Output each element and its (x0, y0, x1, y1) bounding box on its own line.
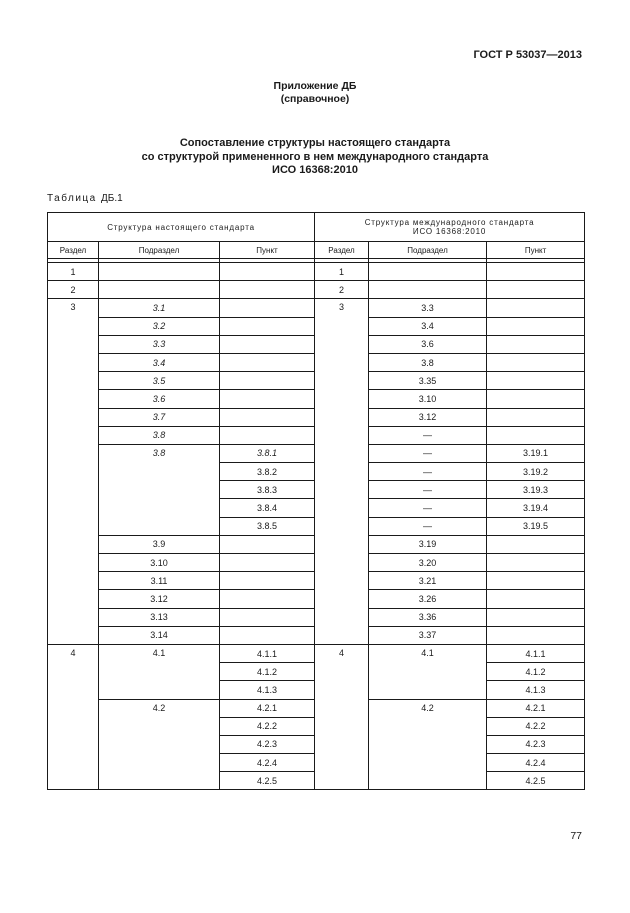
item-cell (220, 299, 315, 317)
subsection-cell: 3.21 (369, 572, 487, 590)
item-cell: 4.1.1 (487, 644, 585, 662)
item-cell: 3.19.2 (487, 463, 585, 481)
subsection-cell: 4.1 (369, 644, 487, 699)
item-cell (487, 263, 585, 281)
appendix-subtitle: (справочное) (280, 93, 350, 105)
section-cell: 3 (48, 299, 99, 645)
item-cell (220, 263, 315, 281)
item-cell (220, 626, 315, 644)
item-cell (487, 317, 585, 335)
subsection-cell (369, 281, 487, 299)
item-cell (487, 372, 585, 390)
item-cell (487, 608, 585, 626)
subsection-cell: 3.36 (369, 608, 487, 626)
section-cell: 1 (48, 263, 99, 281)
subsection-cell: 3.12 (99, 590, 220, 608)
col-header-item-right: Пункт (487, 242, 585, 259)
table-row (48, 644, 585, 662)
subsection-cell: 3.11 (99, 572, 220, 590)
item-cell (220, 590, 315, 608)
appendix-title: Приложение ДБ (273, 80, 357, 92)
subsection-cell: 3.10 (369, 390, 487, 408)
subsection-cell: 3.13 (99, 608, 220, 626)
subsection-cell: 3.4 (369, 317, 487, 335)
item-cell (487, 390, 585, 408)
table-group-header-row (48, 213, 585, 242)
subsection-cell: 4.1 (99, 644, 220, 699)
subsection-cell: 4.2 (99, 699, 220, 790)
item-cell (220, 372, 315, 390)
subsection-cell: 3.8 (99, 444, 220, 535)
item-cell: 4.1.3 (220, 681, 315, 699)
item-cell (487, 353, 585, 371)
table-caption-number: ДБ.1 (101, 193, 123, 204)
col-header-section-left: Раздел (48, 242, 99, 259)
title-line-2: со структурой примененного в нем международного стандарта (141, 150, 489, 163)
item-cell: 4.2.1 (487, 699, 585, 717)
item-cell (220, 426, 315, 444)
subsection-cell: 3.8 (99, 426, 220, 444)
item-cell (220, 554, 315, 572)
item-cell: 4.2.4 (487, 754, 585, 772)
table-caption-prefix: Таблица (47, 193, 97, 204)
subsection-cell: 3.10 (99, 554, 220, 572)
subsection-cell: — (369, 444, 487, 462)
table-column-header-row (48, 242, 585, 259)
subsection-cell: 3.1 (99, 299, 220, 317)
subsection-cell: — (369, 426, 487, 444)
item-cell: 4.2.4 (220, 754, 315, 772)
item-cell: 4.2.1 (220, 699, 315, 717)
item-cell (487, 626, 585, 644)
col-header-item-left: Пункт (220, 242, 315, 259)
item-cell: 3.19.1 (487, 444, 585, 462)
item-cell: 3.8.4 (220, 499, 315, 517)
col-header-subsection-right: Подраздел (369, 242, 487, 259)
item-cell: 4.2.3 (220, 735, 315, 753)
item-cell (220, 608, 315, 626)
subsection-cell: 3.3 (99, 335, 220, 353)
section-cell: 2 (315, 281, 369, 299)
table-row (48, 299, 585, 317)
item-cell (220, 390, 315, 408)
item-cell (487, 281, 585, 299)
subsection-cell: 3.12 (369, 408, 487, 426)
subsection-cell: 3.8 (369, 353, 487, 371)
subsection-cell: 3.3 (369, 299, 487, 317)
table-row (48, 263, 585, 281)
subsection-cell: 3.14 (99, 626, 220, 644)
subsection-cell (369, 263, 487, 281)
item-cell: 4.2.2 (220, 717, 315, 735)
subsection-cell: 3.26 (369, 590, 487, 608)
subsection-cell: 3.19 (369, 535, 487, 553)
subsection-cell: — (369, 517, 487, 535)
item-cell (220, 335, 315, 353)
subsection-cell (99, 263, 220, 281)
comparison-table (47, 212, 585, 790)
appendix-heading (0, 80, 630, 106)
subsection-cell: — (369, 481, 487, 499)
item-cell: 3.8.1 (220, 444, 315, 462)
group-header-right-line-2: ИСО 16368:2010 (412, 227, 487, 236)
section-cell: 3 (315, 299, 369, 645)
table-row (48, 281, 585, 299)
item-cell: 4.2.5 (220, 772, 315, 790)
group-header-left: Структура настоящего стандарта (48, 213, 315, 242)
item-cell (487, 535, 585, 553)
item-cell (220, 408, 315, 426)
section-cell: 2 (48, 281, 99, 299)
subsection-cell: — (369, 499, 487, 517)
item-cell: 4.1.2 (487, 663, 585, 681)
item-cell: 4.2.2 (487, 717, 585, 735)
item-cell: 4.1.2 (220, 663, 315, 681)
item-cell (487, 572, 585, 590)
item-cell (220, 317, 315, 335)
subsection-cell: 3.35 (369, 372, 487, 390)
item-cell (487, 554, 585, 572)
subsection-cell: 3.2 (99, 317, 220, 335)
page-number: 77 (570, 830, 582, 842)
item-cell: 3.19.5 (487, 517, 585, 535)
item-cell: 3.8.3 (220, 481, 315, 499)
document-code: ГОСТ Р 53037—2013 (473, 49, 582, 61)
section-cell: 1 (315, 263, 369, 281)
document-title (0, 137, 630, 178)
item-cell (487, 408, 585, 426)
group-header-right-line-1: Структура международного стандарта (364, 218, 535, 227)
item-cell (220, 353, 315, 371)
item-cell: 4.2.5 (487, 772, 585, 790)
group-header-right (315, 213, 585, 242)
subsection-cell (99, 281, 220, 299)
col-header-section-right: Раздел (315, 242, 369, 259)
item-cell (487, 335, 585, 353)
subsection-cell: 3.6 (99, 390, 220, 408)
title-line-3: ИСО 16368:2010 (272, 164, 358, 176)
item-cell (220, 535, 315, 553)
item-cell: 3.19.4 (487, 499, 585, 517)
subsection-cell: 3.6 (369, 335, 487, 353)
subsection-cell: 3.7 (99, 408, 220, 426)
subsection-cell: 4.2 (369, 699, 487, 790)
subsection-cell: 3.20 (369, 554, 487, 572)
subsection-cell: — (369, 463, 487, 481)
item-cell (220, 572, 315, 590)
title-line-1: Сопоставление структуры настоящего стандарта (179, 137, 451, 149)
item-cell (220, 281, 315, 299)
section-cell: 4 (48, 644, 99, 790)
item-cell (487, 426, 585, 444)
section-cell: 4 (315, 644, 369, 790)
subsection-cell: 3.4 (99, 353, 220, 371)
subsection-cell: 3.9 (99, 535, 220, 553)
subsection-cell: 3.5 (99, 372, 220, 390)
col-header-subsection-left: Подраздел (99, 242, 220, 259)
item-cell: 4.2.3 (487, 735, 585, 753)
item-cell (487, 299, 585, 317)
item-cell (487, 590, 585, 608)
item-cell: 3.8.5 (220, 517, 315, 535)
table-caption (47, 193, 123, 204)
subsection-cell: 3.37 (369, 626, 487, 644)
item-cell: 4.1.1 (220, 644, 315, 662)
item-cell: 4.1.3 (487, 681, 585, 699)
item-cell: 3.8.2 (220, 463, 315, 481)
item-cell: 3.19.3 (487, 481, 585, 499)
